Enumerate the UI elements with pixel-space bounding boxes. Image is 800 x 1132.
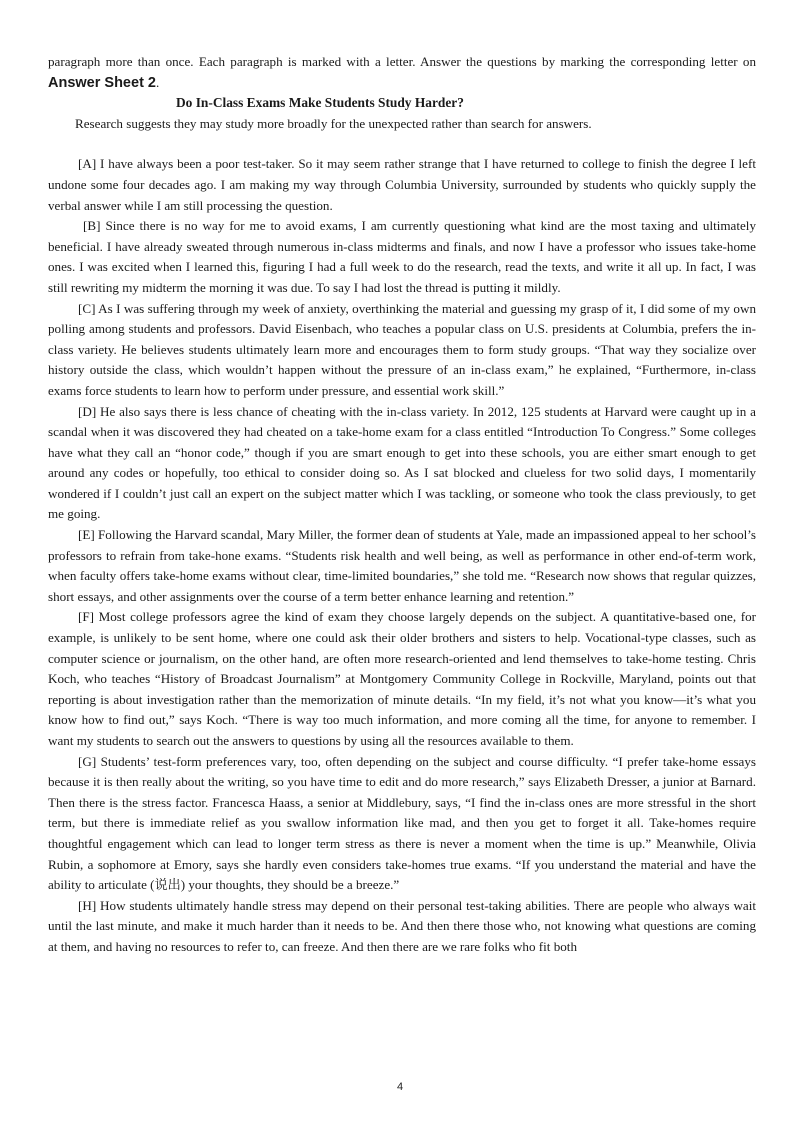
paragraph-d: [D] He also says there is less chance of cheating with the in-class variety. In 2012, 125 students at Harvard were caught up in a scandal when it was discovered they had cheated on a take-home exam for a class entitled “Introduction To Congress.” Some colleges have what they call an “honor code,” though if you are smart enough to get into these schools, you are either smart enough to get around any codes or hopefully, too ethical to consider doing so. As I sat blocked and clueless for two solid days, I momentarily wondered if I couldn’t just call an expert on the subject matter which I was tackling, or someone who took the class previously, to get me going. bbox=[48, 403, 756, 522]
document-page bbox=[48, 52, 756, 958]
spacer bbox=[48, 134, 756, 154]
paragraph-h: [H] How students ultimately handle stress may depend on their personal test-taking abilities. There are people who always wait until the last minute, and make it much harder than it needs to be. And then there those who, not knowing what questions are coming at them, and having no resources to refer to, can freeze. And then there are we rare folks who fit both bbox=[48, 897, 756, 954]
article-title: Do In-Class Exams Make Students Study Harder? bbox=[176, 95, 464, 111]
article-subtitle: Research suggests they may study more broadly for the unexpected rather than search for answers. bbox=[75, 115, 592, 131]
answer-sheet-label: Answer Sheet 2 bbox=[48, 74, 156, 91]
paragraph-a: [A] I have always been a poor test-taker. So it may seem rather strange that I have returned to college to finish the degree I left undone some four decades ago. I am making my way through Columbia University, surrounded by students who quickly supply the verbal answer while I am still processing the question. bbox=[48, 156, 756, 213]
instructions-end: . bbox=[156, 74, 160, 90]
paragraph-b: [B] Since there is no way for me to avoid exams, I am currently questioning what kind are the most taxing and ultimately beneficial. I have already sweated through numerous in-class midterms and finals, and now I have a professor who issues take-home ones. I was excited when I learned this, figuring I had a full week to do the research, read the texts, and write it all up. In fact, I was still rewriting my midterm the morning it was due. To say I had lost the thread is putting it mildly. bbox=[48, 218, 756, 295]
instructions-text bbox=[48, 52, 756, 93]
paragraph-g: [G] Students’ test-form preferences vary, too, often depending on the subject and course difficulty. “I prefer take-home essays because it is then really about the writing, so you have time to edit and do more research,” says Elizabeth Dresser, a junior at Barnard. Then there is the stress factor. Francesca Haass, a senior at Middlebury, says, “I find the in-class ones are more stressful in the short term, but there is immediate relief as you swallow information like mad, and then you get to forget it all. Take-homes require thoughtful engagement which can lead to longer term stress as there is never a moment when the time is up.” Meanwhile, Olivia Rubin, a sophomore at Emory, says she hardly even considers take-homes true exams. “If you understand the material and have the ability to articulate (说出) your thoughts, they should be a breeze.” bbox=[48, 753, 756, 893]
paragraph-c: [C] As I was suffering through my week of anxiety, overthinking the material and guessing my grasp of it, I did some of my own polling among students and professors. David Eisenbach, who teaches a popular class on U.S. presidents at Columbia, prefers the in-class variety. He believes students ultimately learn more and encourages them to form study groups. “That way they socialize over history outside the class, which wouldn’t happen without the pressure of an in-class exam,” he explained, “Furthermore, in-class exams force students to learn how to perform under pressure, and essential work skill.” bbox=[48, 300, 756, 398]
page-number: 4 bbox=[396, 1081, 404, 1093]
paragraph-f: [F] Most college professors agree the kind of exam they choose largely depends on the subject. A quantitative-based one, for example, is unlikely to be sent home, where one could ask their older brothers and sisters to help. Vocational-type classes, such as computer science or journalism, on the other hand, are often more research-oriented and lend themselves to take-home testing. Chris Koch, who teaches “History of Broadcast Journalism” at Montgomery Community College in Rockville, Maryland, points out that reporting is about investigation rather than the memorization of minute details. “In my field, it’s not what you know—it’s what you know how to find out,” says Koch. “There is way too much information, and more coming all the time, for anyone to remember. I want my students to search out the answers to questions by using all the resources available to them. bbox=[48, 609, 756, 748]
instructions-body: paragraph more than once. Each paragraph is marked with a letter. Answer the questions by marking the corresponding letter on bbox=[48, 54, 756, 69]
paragraph-e: [E] Following the Harvard scandal, Mary Miller, the former dean of students at Yale, made an impassioned appeal to her school’s professors to refrain from take-hone exams. “Students risk health and well being, as well as performance in other end-of-term work, when faculty offers take-home exams without clear, time-limited boundaries,” she told me. “Research now shows that regular quizzes, short essays, and other assignments over the course of a term better enhance learning and retention.” bbox=[48, 527, 756, 604]
